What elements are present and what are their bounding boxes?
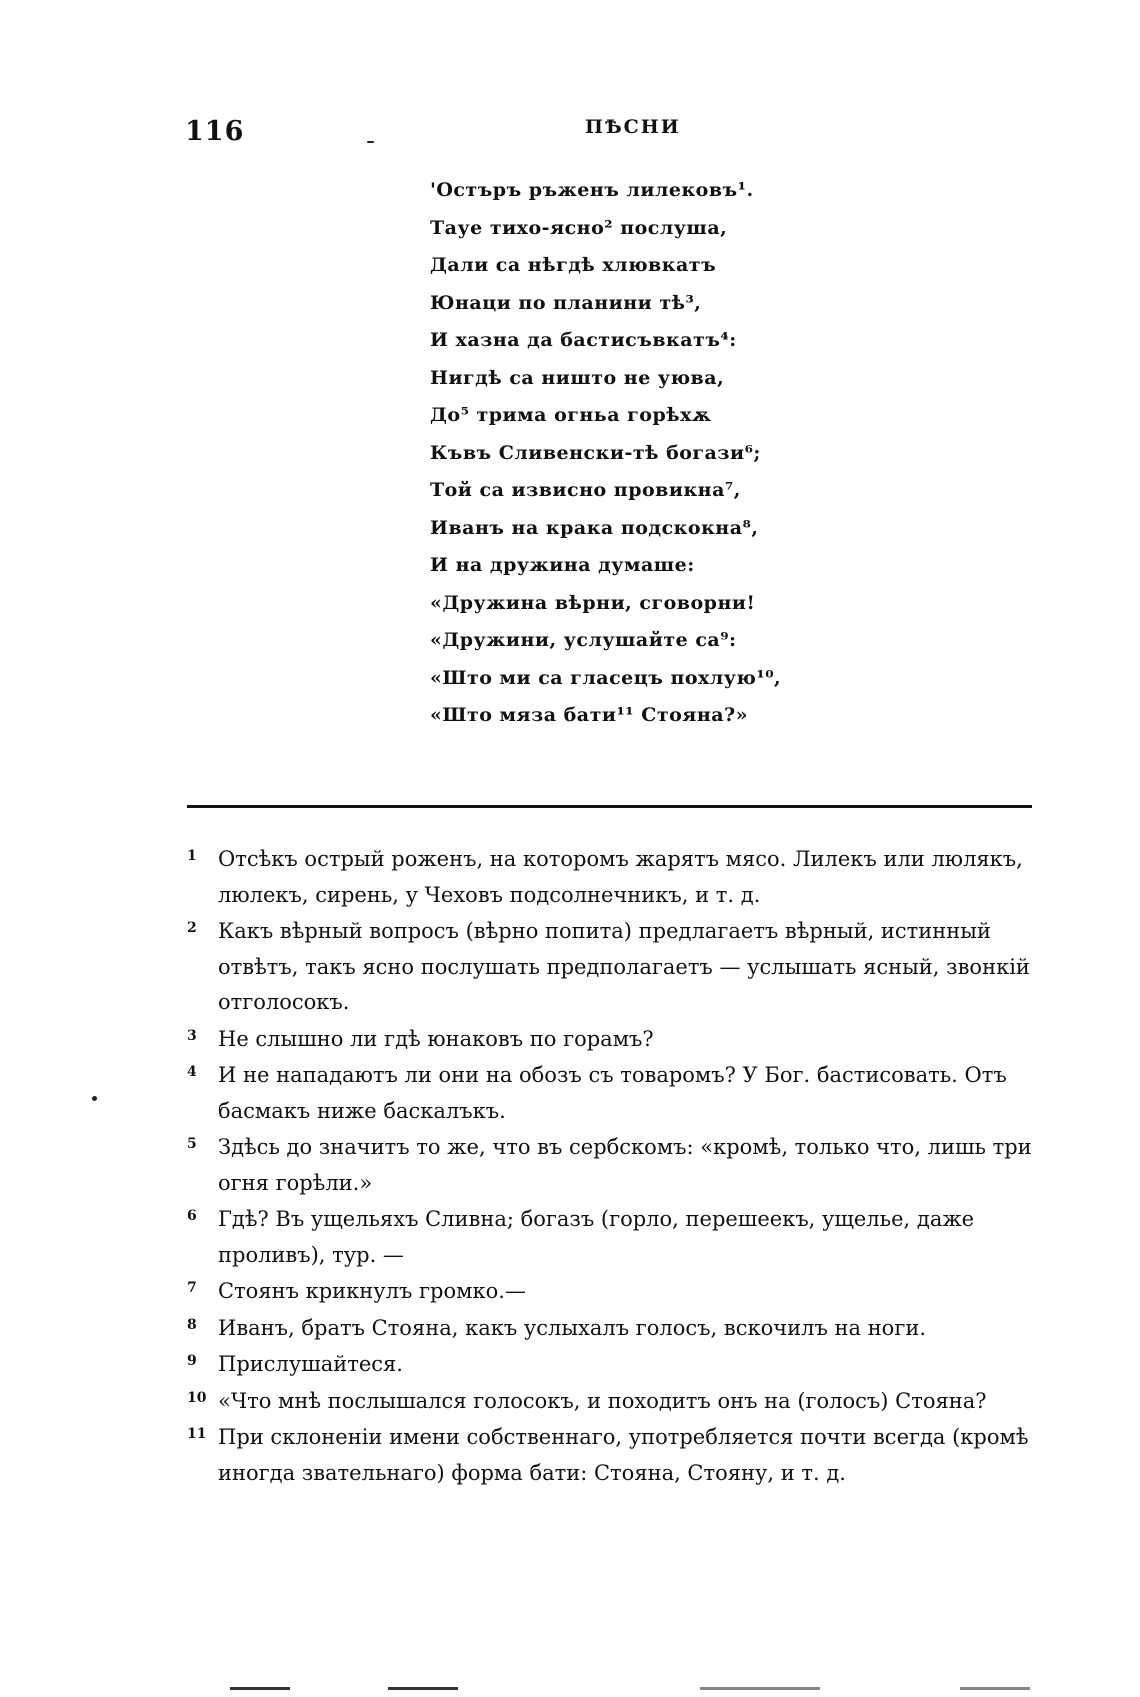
footnote — [187, 1347, 1037, 1383]
footnote-divider — [187, 805, 1032, 808]
poem-line: 'Остъръ ръженъ лилековъ¹. — [430, 179, 754, 201]
footnote-text: Отсѣкъ острый роженъ, на которомъ жарятъ мясо. Лилекъ или люлякъ, люлекъ, сирень, у Чеховъ подсолнечникъ, и т. д. — [218, 847, 1023, 907]
poem-line: И на дружина думаше: — [430, 554, 695, 576]
footnote-text: При склоненіи имени собственнаго, употребляется почти всегда (кромѣ иногда звательнаго) форма бати: Стояна, Стояну, и т. д. — [218, 1425, 1029, 1485]
footnote-number: 10 — [187, 1389, 207, 1406]
scan-edge-mark — [388, 1687, 458, 1690]
poem-line: Къвъ Сливенски-тѣ богази⁶; — [430, 441, 761, 464]
poem-line: «Што ми са гласецъ похлую¹⁰, — [430, 666, 782, 689]
footnote-number: 5 — [187, 1136, 197, 1152]
footnote-text: Прислушайтеся. — [218, 1352, 403, 1376]
footnote-text: Иванъ, братъ Стояна, какъ услыхалъ голосъ, вскочилъ на ноги. — [218, 1315, 927, 1340]
poem-line: Дали са нѣгдѣ хлювкатъ — [430, 254, 717, 276]
footnote — [187, 1311, 1037, 1347]
footnote — [187, 1420, 1037, 1491]
footnote-number: 11 — [187, 1426, 207, 1442]
scan-edge-mark — [230, 1687, 290, 1690]
footnote-number: 2 — [187, 920, 197, 936]
footnote-number: 1 — [187, 848, 197, 864]
footnote — [187, 1130, 1037, 1201]
scan-speck — [367, 141, 374, 143]
footnote — [187, 1058, 1037, 1129]
footnote-text: Стоянъ крикнулъ громко.— — [218, 1279, 526, 1303]
scan-edge-mark — [960, 1687, 1030, 1690]
page-number: 116 — [185, 116, 245, 147]
poem-line: Нигдѣ са ништо не уюва, — [430, 366, 725, 389]
footnote — [187, 1384, 1037, 1420]
footnote — [187, 1202, 1037, 1273]
footnote-text: И не нападаютъ ли они на обозъ съ товаромъ? У Бог. бастисовать. Отъ басмакъ ниже баскалъкъ. — [218, 1063, 1007, 1123]
footnote — [187, 914, 1037, 1021]
poem-line: Юнаци по планини тѣ³, — [430, 291, 702, 314]
poem-line: «Што мяза бати¹¹ Стояна?» — [430, 704, 749, 726]
scan-speck — [92, 1096, 97, 1101]
poem-line: Тауе тихо-ясно² послуша, — [430, 216, 728, 239]
footnote-number: 8 — [187, 1316, 197, 1333]
footnote — [187, 1274, 1037, 1310]
running-title: ПѢСНИ — [585, 116, 681, 138]
footnote-number: 3 — [187, 1027, 197, 1044]
footnote-number: 7 — [187, 1280, 197, 1296]
poem-line: «Дружини, услушайте са⁹: — [430, 629, 737, 651]
poem-line: Иванъ на крака подскокна⁸, — [430, 516, 759, 539]
poem — [430, 172, 850, 735]
footnote — [187, 842, 1037, 913]
footnote-text: Гдѣ? Въ ущельяхъ Сливна; богазъ (горло, перешеекъ, ущелье, даже проливъ), тур. — — [218, 1207, 975, 1267]
footnote-text: Не слышно ли гдѣ юнаковъ по горамъ? — [218, 1026, 654, 1051]
footnote-number: 6 — [187, 1208, 197, 1224]
footnotes — [187, 842, 1037, 1492]
poem-line: До⁵ трима огньа горѣхѫ — [430, 404, 712, 426]
poem-line: И хазна да бастисъвкатъ⁴: — [430, 329, 737, 351]
footnote-text: Здѣсь до значитъ то же, что въ сербскомъ: «кромѣ, только что, лишь три огня горѣли.» — [218, 1135, 1032, 1195]
scan-edge-mark — [700, 1687, 820, 1690]
footnote-number: 4 — [187, 1064, 197, 1080]
poem-line: «Дружина вѣрни, сговорни! — [430, 591, 756, 614]
footnote-text: Какъ вѣрный вопросъ (вѣрно попита) предлагаетъ вѣрный, истинный отвѣтъ, такъ ясно послушать предполагаетъ — услышать ясный, звонкій отголосокъ. — [218, 919, 1030, 1014]
poem-line: Той са извисно провикна⁷, — [430, 479, 741, 501]
footnote-text: «Что мнѣ послышался голосокъ, и походитъ онъ на (голосъ) Стояна? — [218, 1388, 987, 1413]
footnote — [187, 1022, 1037, 1058]
footnote-number: 9 — [187, 1353, 197, 1369]
